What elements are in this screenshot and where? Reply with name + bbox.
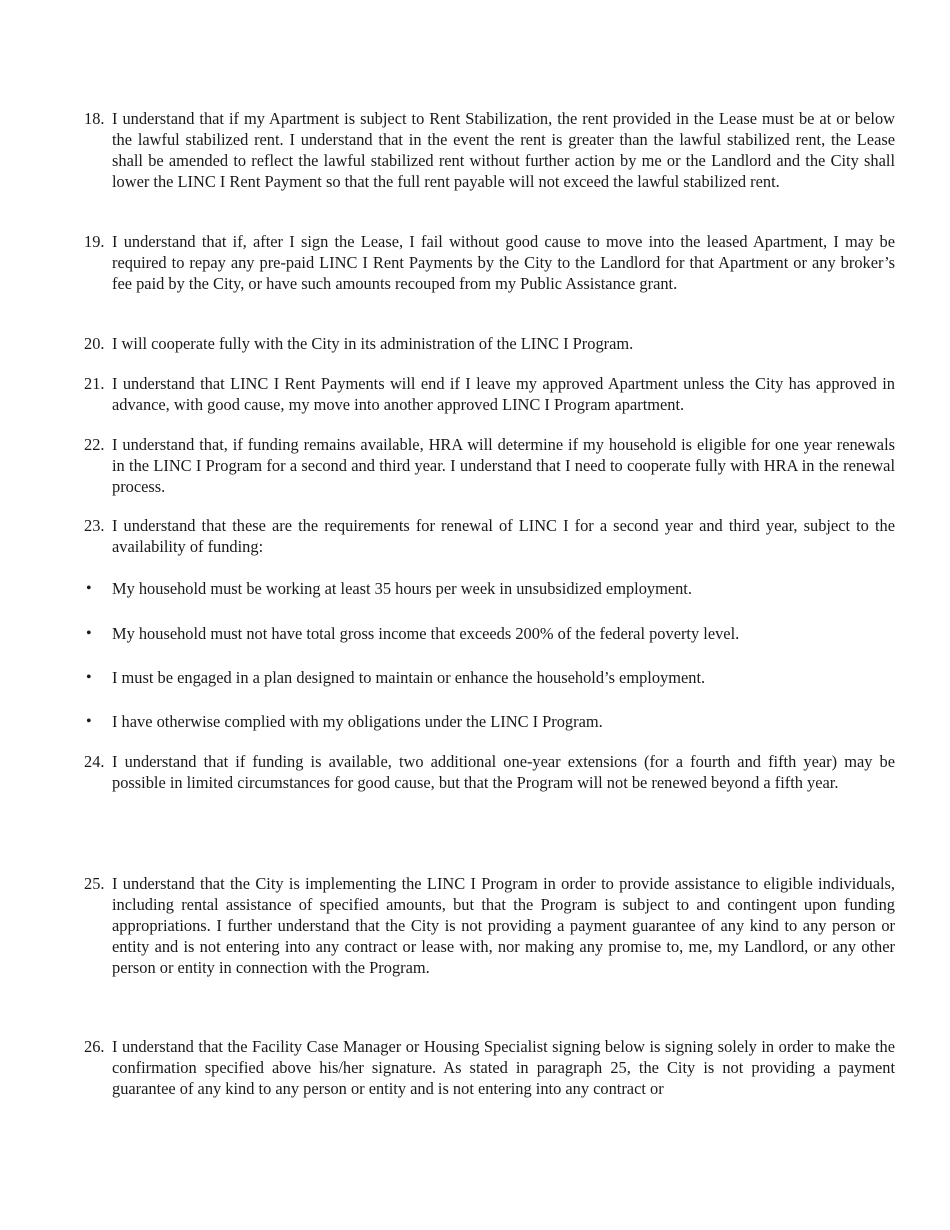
requirement-bullet-3 — [84, 667, 895, 688]
paragraph-text: I understand that LINC I Rent Payments will end if I leave my approved Apartment unless the City has approved in advance, with good cause, my move into another approved LINC I Program apartment. — [112, 374, 895, 414]
paragraph-number: 26. — [84, 1037, 105, 1056]
requirement-bullet-1 — [84, 578, 895, 599]
bullet-text: I must be engaged in a plan designed to maintain or enhance the household’s employment. — [112, 668, 706, 687]
paragraph-text: I understand that the Facility Case Manager or Housing Specialist signing below is signing solely in order to make the confirmation specified above his/her signature. As stated in paragraph 25, the City is not providing a payment guarantee of any kind to any person or entity and is not entering into any contract or — [112, 1037, 895, 1098]
paragraph-text: I understand that if funding is available, two additional one-year extensions (for a fourth and fifth year) may be possible in limited circumstances for good cause, but that the Program will not be renewed beyond a fifth year. — [112, 752, 895, 792]
paragraph-20 — [84, 333, 895, 354]
paragraph-number: 18. — [84, 109, 105, 128]
paragraph-18 — [84, 108, 895, 192]
paragraph-21 — [84, 373, 895, 415]
paragraph-text: I understand that the City is implementing the LINC I Program in order to provide assistance to eligible individuals, including rental assistance of specified amounts, but that the Program is subject to and contingent upon funding appropriations. I further understand that the City is not providing a payment guarantee of any kind to any person or entity and is not entering into any contract or lease with, nor making any promise to, me, my Landlord, or any other person or entity in connection with the Program. — [112, 874, 895, 977]
paragraph-number: 24. — [84, 752, 105, 771]
paragraph-19 — [84, 231, 895, 294]
paragraph-number: 23. — [84, 516, 105, 535]
paragraph-text: I understand that if my Apartment is subject to Rent Stabilization, the rent provided in the Lease must be at or below the lawful stabilized rent. I understand that in the event the rent is greater than the lawful stabilized rent, the Lease shall be amended to reflect the lawful stabilized rent without further action by me or the Landlord and the City shall lower the LINC I Rent Payment so that the full rent payable will not exceed the lawful stabilized rent. — [112, 109, 895, 191]
bullet-text: My household must not have total gross income that exceeds 200% of the federal poverty level. — [112, 624, 740, 643]
paragraph-text: I will cooperate fully with the City in its administration of the LINC I Program. — [112, 334, 634, 353]
bullet-icon: • — [86, 580, 92, 597]
bullet-text: My household must be working at least 35 hours per week in unsubsidized employment. — [112, 579, 692, 598]
paragraph-26 — [84, 1036, 895, 1099]
paragraph-number: 25. — [84, 874, 105, 893]
paragraph-number: 20. — [84, 334, 105, 353]
paragraph-text: I understand that these are the requirements for renewal of LINC I for a second year and third year, subject to the availability of funding: — [112, 516, 895, 556]
requirement-bullet-2 — [84, 623, 895, 644]
bullet-icon: • — [86, 713, 92, 730]
bullet-text: I have otherwise complied with my obligations under the LINC I Program. — [112, 712, 603, 731]
paragraph-text: I understand that if, after I sign the Lease, I fail without good cause to move into the leased Apartment, I may be required to repay any pre-paid LINC I Rent Payments by the City to the Landlord for that Apartment or any broker’s fee paid by the City, or have such amounts recouped from my Public Assistance grant. — [112, 232, 895, 293]
paragraph-23 — [84, 515, 895, 557]
bullet-icon: • — [86, 669, 92, 686]
paragraph-24 — [84, 751, 895, 793]
paragraph-number: 19. — [84, 232, 105, 251]
requirement-bullet-4 — [84, 711, 895, 732]
paragraph-number: 22. — [84, 435, 105, 454]
paragraph-25 — [84, 873, 895, 978]
paragraph-number: 21. — [84, 374, 105, 393]
bullet-icon: • — [86, 625, 92, 642]
paragraph-22 — [84, 434, 895, 497]
paragraph-text: I understand that, if funding remains available, HRA will determine if my household is eligible for one year renewals in the LINC I Program for a second and third year. I understand that I need to cooperate fully with HRA in the renewal process. — [112, 435, 895, 496]
